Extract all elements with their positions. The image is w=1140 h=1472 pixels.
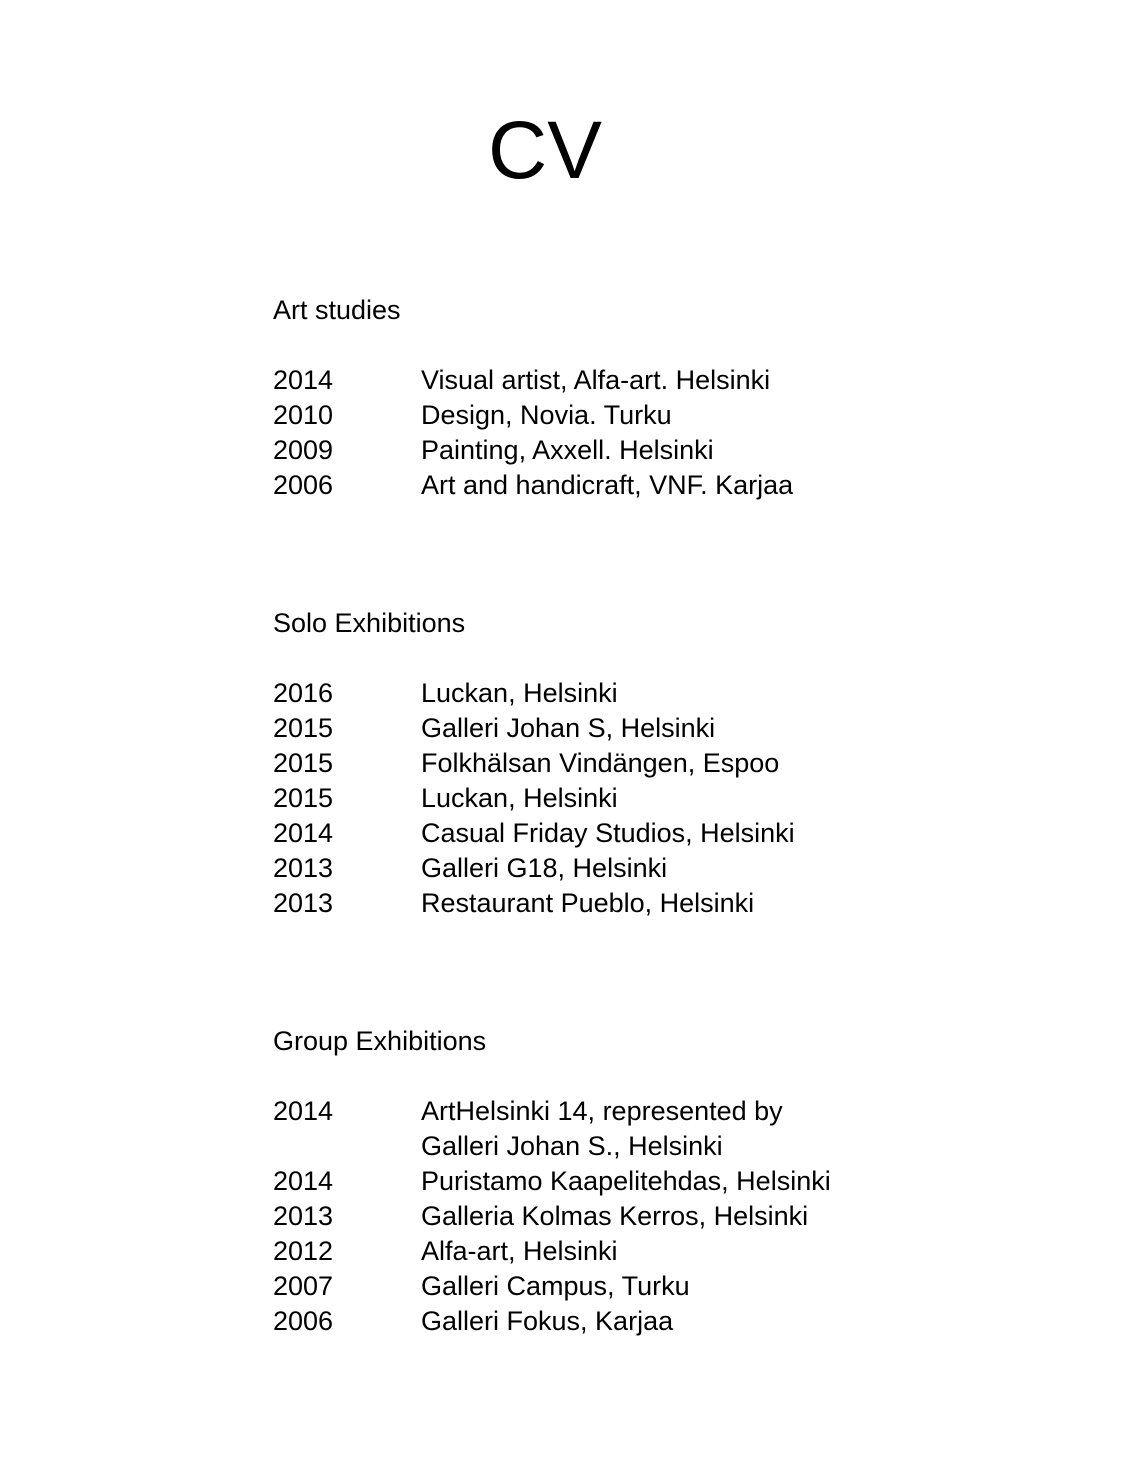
entry-description: [421, 433, 913, 468]
section-heading: Art studies: [273, 295, 401, 325]
entry-description: [421, 816, 913, 851]
entry-description-line: Visual artist, Alfa-art. Helsinki: [421, 365, 771, 395]
entry-year: 2016: [273, 678, 334, 708]
entries-list: [273, 676, 913, 921]
entry-description-line: Painting, Axxell. Helsinki: [421, 435, 714, 465]
entry-description: [421, 363, 913, 398]
entry-description: [421, 851, 913, 886]
entry-description-line: Galleria Kolmas Kerros, Helsinki: [421, 1201, 809, 1231]
entry-description-line: Art and handicraft, VNF. Karjaa: [421, 470, 794, 500]
entry-description: [421, 746, 913, 781]
solo-exhibitions-section: [273, 606, 913, 921]
entry-year: 2015: [273, 783, 334, 813]
entry-description: [421, 398, 913, 433]
entry-description-line: Casual Friday Studios, Helsinki: [421, 818, 795, 848]
cv-entry: [273, 676, 913, 711]
page-title: CV: [488, 105, 602, 196]
entry-description-line: Galleri Campus, Turku: [421, 1271, 690, 1301]
entry-year: 2014: [273, 1166, 334, 1196]
entry-description-line: Design, Novia. Turku: [421, 400, 672, 430]
cv-entry: [273, 816, 913, 851]
entry-year: 2012: [273, 1236, 334, 1266]
entry-description: [421, 676, 913, 711]
entry-description-line: Luckan, Helsinki: [421, 783, 618, 813]
entry-description-line: Puristamo Kaapelitehdas, Helsinki: [421, 1166, 831, 1196]
entry-description-line: Galleri Fokus, Karjaa: [421, 1306, 674, 1336]
cv-entry: [273, 746, 913, 781]
cv-entry: [273, 1164, 913, 1199]
entry-description: [421, 1199, 913, 1234]
cv-entry: [273, 851, 913, 886]
section-heading: Group Exhibitions: [273, 1026, 487, 1056]
cv-entry: [273, 363, 913, 398]
entry-description: [421, 781, 913, 816]
section-heading: Solo Exhibitions: [273, 608, 466, 638]
entry-description-line: Luckan, Helsinki: [421, 678, 618, 708]
entry-description-line: Galleri G18, Helsinki: [421, 853, 668, 883]
cv-entry: [273, 468, 913, 503]
entry-description-line: Galleri Johan S., Helsinki: [421, 1131, 723, 1161]
entry-description: [421, 1304, 913, 1339]
entry-description: [421, 1094, 913, 1164]
cv-entry: [273, 1269, 913, 1304]
entry-year: 2007: [273, 1271, 334, 1301]
entry-description-line: Restaurant Pueblo, Helsinki: [421, 888, 755, 918]
cv-entry: [273, 781, 913, 816]
entry-year: 2015: [273, 748, 334, 778]
cv-entry: [273, 886, 913, 921]
entries-list: [273, 1094, 913, 1339]
entry-year: 2013: [273, 853, 334, 883]
cv-entry: [273, 1234, 913, 1269]
cv-entry: [273, 711, 913, 746]
entry-year: 2006: [273, 470, 334, 500]
entry-year: 2013: [273, 888, 334, 918]
entry-description: [421, 468, 913, 503]
entry-description: [421, 1234, 913, 1269]
cv-entry: [273, 1304, 913, 1339]
entry-description: [421, 886, 913, 921]
cv-entry: [273, 433, 913, 468]
entry-description-line: Alfa-art, Helsinki: [421, 1236, 618, 1266]
entry-year: 2014: [273, 365, 334, 395]
entry-description-line: Folkhälsan Vindängen, Espoo: [421, 748, 780, 778]
art-studies-section: [273, 293, 913, 503]
entries-list: [273, 363, 913, 503]
entry-year: 2013: [273, 1201, 334, 1231]
entry-description-line: Galleri Johan S, Helsinki: [421, 713, 716, 743]
entry-year: 2006: [273, 1306, 334, 1336]
entry-year: 2015: [273, 713, 334, 743]
entry-year: 2010: [273, 400, 334, 430]
entry-description: [421, 1269, 913, 1304]
cv-entry: [273, 1199, 913, 1234]
cv-entry: [273, 398, 913, 433]
entry-year: 2014: [273, 1096, 334, 1126]
entry-year: 2009: [273, 435, 334, 465]
entry-description: [421, 711, 913, 746]
entry-description-line: ArtHelsinki 14, represented by: [421, 1096, 783, 1126]
entry-description: [421, 1164, 913, 1199]
cv-entry: [273, 1094, 913, 1164]
group-exhibitions-section: [273, 1024, 913, 1339]
entry-year: 2014: [273, 818, 334, 848]
